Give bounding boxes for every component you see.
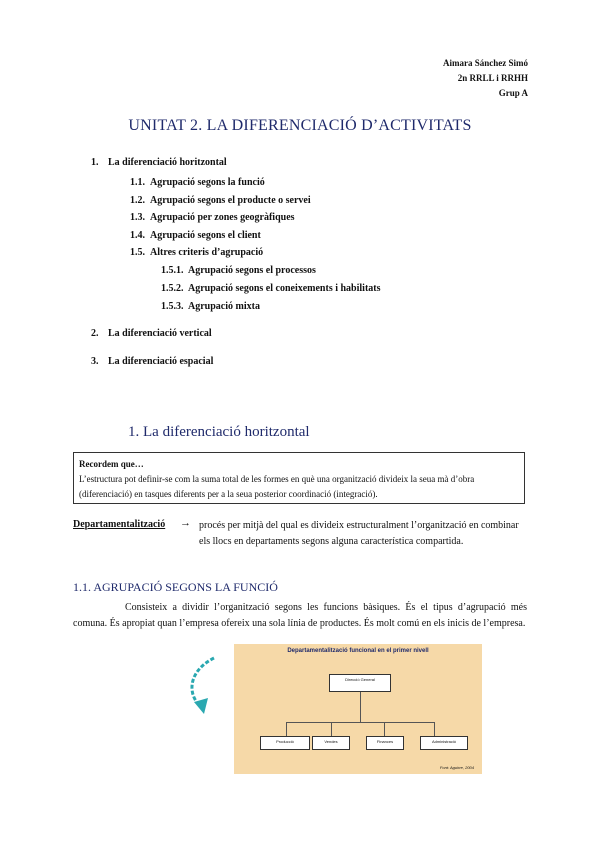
org-chart (234, 644, 482, 774)
toc-label: Agrupació segons el client (150, 230, 261, 241)
toc-item (161, 301, 260, 312)
toc-item (130, 177, 265, 188)
chart-child-node: Producció (260, 736, 310, 750)
toc-label: Agrupació mixta (188, 301, 260, 312)
chart-connector (286, 722, 434, 723)
chart-connector (331, 722, 332, 736)
subsection-paragraph: Consisteix a dividir l’organització segons les funcions bàsiques. És el tipus d’agrupació més comuna. És apropiat quan l’empresa ofereix una sola línia de productes. És molt comú en els inicis de l’empresa. (73, 602, 527, 629)
toc-label: La diferenciació vertical (108, 328, 212, 339)
toc-label: La diferenciació horitzontal (108, 157, 227, 168)
chart-child-node: Finances (366, 736, 404, 750)
toc-label: Agrupació segons el producte o servei (150, 195, 311, 206)
toc-label: La diferenciació espacial (108, 356, 214, 367)
definition-term: Departamentalització (73, 519, 166, 530)
toc-item (91, 157, 227, 168)
author-name: Aimara Sánchez Simó (443, 58, 528, 68)
toc-label: Agrupació segons el processos (188, 265, 316, 276)
page-title: UNITAT 2. LA DIFERENCIACIÓ D’ACTIVITATS (128, 117, 472, 134)
chart-connector (434, 722, 435, 736)
curved-arrow-icon (184, 654, 224, 724)
toc-label: Agrupació per zones geogràfiques (150, 212, 295, 223)
toc-item (91, 328, 212, 339)
section-heading: 1. La diferenciació horitzontal (128, 424, 310, 440)
toc-label: Altres criteris d’agrupació (150, 247, 264, 258)
toc-number: 1.5. (130, 247, 145, 258)
toc-label: Agrupació segons la funció (150, 177, 265, 188)
toc-item (130, 212, 295, 223)
toc-item (161, 265, 316, 276)
chart-title: Departamentalització funcional en el primer nivell (287, 648, 429, 654)
chart-connector (286, 722, 287, 736)
chart-source: Font: Aguirre, 2004 (439, 765, 474, 770)
toc-item (91, 356, 213, 367)
subsection-heading: 1.1. AGRUPACIÓ SEGONS LA FUNCIÓ (73, 580, 278, 594)
recall-text: L’estructura pot definir-se com la suma total de les formes en què una organització divideix la seua mà d’obra (diferenciació) en tasques diferents per a la seua posterior coordinació (integració). (79, 474, 475, 499)
toc-item (130, 247, 263, 258)
toc-number: 1.5.3. (161, 301, 184, 312)
recall-label: Recordem que… (79, 459, 144, 469)
right-arrow-icon: → (180, 517, 191, 529)
toc-number: 1.5.1. (161, 265, 184, 276)
definition-text: procés per mitjà del qual es divideix estructuralment l’organització en combinar els llocs en departaments segons alguna característica compartida. (199, 520, 519, 547)
author-group: Grup A (498, 88, 528, 98)
chart-connector (360, 692, 361, 722)
author-block (443, 56, 528, 101)
chart-child-node: Administració (420, 736, 468, 750)
toc-item (130, 230, 261, 241)
toc-number: 1.4. (130, 230, 145, 241)
toc-item (161, 283, 381, 294)
toc-number: 1.5.2. (161, 283, 184, 294)
author-course: 2n RRLL i RRHH (457, 73, 528, 83)
recall-box (73, 452, 525, 504)
toc-number: 2. (91, 328, 99, 339)
toc-number: 1. (91, 157, 99, 168)
toc-number: 1.3. (130, 212, 145, 223)
chart-connector (384, 722, 385, 736)
toc-number: 3. (91, 356, 99, 367)
chart-child-node: Vendes (312, 736, 350, 750)
toc-number: 1.1. (130, 177, 145, 188)
toc-number: 1.2. (130, 195, 145, 206)
toc-label: Agrupació segons el coneixements i habilitats (188, 283, 381, 294)
chart-top-node: Direcció General (329, 674, 391, 692)
toc-item (130, 195, 311, 206)
